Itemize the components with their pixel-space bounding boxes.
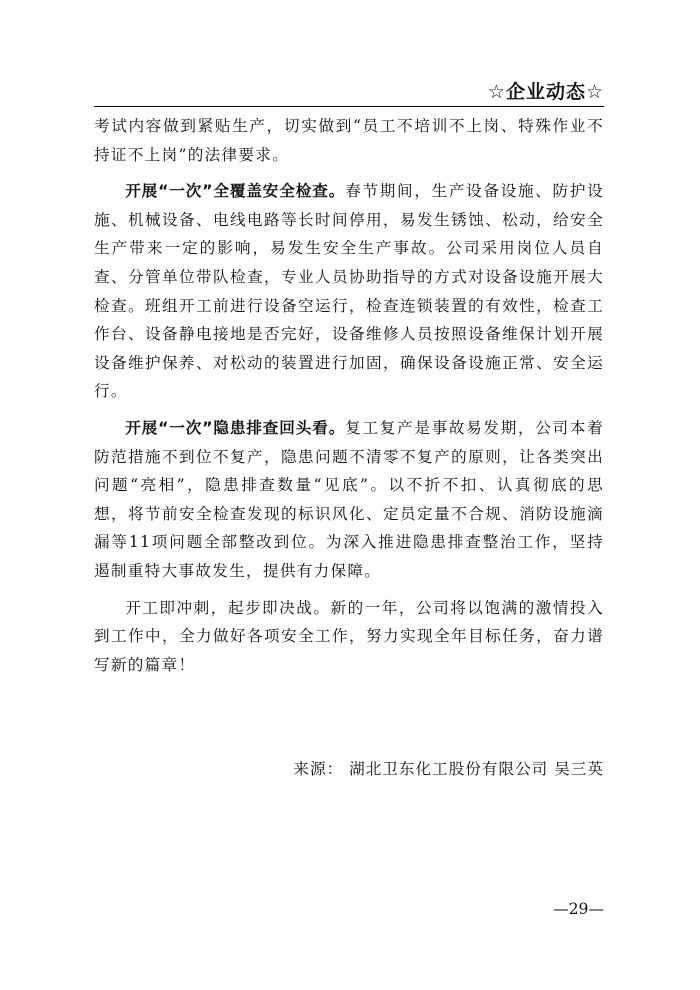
article-body: [94, 112, 604, 679]
paragraph-lead: 开展“一次”全覆盖安全检查。: [125, 182, 346, 201]
paragraph-text: 复工复产是事故易发期，公司本着防范措施不到位不复产，隐患问题不清零不复产的原则，让各类突出问题“亮相”，隐患排查数量“见底”。以不折不扣、认真彻底的思想，将节前安全检查发现的标识风化、定员定量不合规、消防设施滴漏等11项问题全部整改到位。为深入推进隐患排查整治工作，坚持遏制重特大事故发生，提供有力保障。: [94, 418, 604, 580]
paragraph-text: 春节期间，生产设备设施、防护设施、机械设备、电线电路等长时间停用，易发生锈蚀、松动，给安全生产带来一定的影响，易发生安全生产事故。公司采用岗位人员自查、分管单位带队检查，专业人员协助指导的方式对设备设施开展大检查。班组开工前进行设备空运行，检查连锁装置的有效性，检查工作台、设备静电接地是否完好，设备维修人员按照设备维保计划开展设备维护保养、对松动的装置进行加固，确保设备设施正常、安全运行。: [94, 182, 604, 401]
page-header: [94, 80, 604, 107]
paragraph-safety-inspection: [94, 177, 604, 406]
paragraph-gap: [94, 586, 604, 594]
paragraph-gap: [94, 406, 604, 414]
page-number: —29—: [552, 900, 604, 918]
paragraph-gap: [94, 169, 604, 177]
source-attribution: 来源： 湖北卫东化工股份有限公司 吴三英: [293, 760, 604, 778]
paragraph-lead: 开展“一次”隐患排查回头看。: [125, 418, 346, 437]
header-title: ☆企业动态☆: [487, 81, 604, 103]
paragraph-hazard-review: [94, 414, 604, 586]
paragraph-closing: 开工即冲刺，起步即决战。新的一年，公司将以饱满的激情投入到工作中，全力做好各项安全工作，努力实现全年目标任务，奋力谱写新的篇章！: [94, 598, 604, 674]
paragraph-continued: 考试内容做到紧贴生产，切实做到“员工不培训不上岗、特殊作业不持证不上岗”的法律要求。: [94, 117, 604, 164]
